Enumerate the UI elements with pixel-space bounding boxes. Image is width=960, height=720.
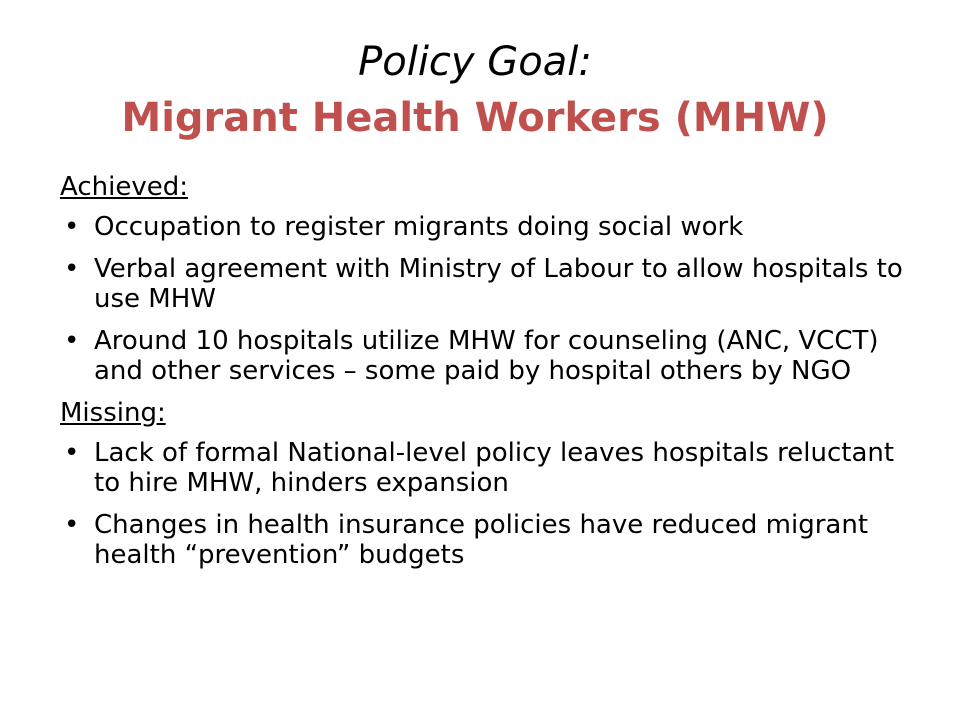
bullet-dot-icon: •: [64, 254, 80, 284]
missing-heading: Missing:: [60, 398, 166, 428]
achieved-heading: Achieved:: [60, 172, 188, 202]
achieved-item-text: Verbal agreement with Ministry of Labour to allow hospitals to use MHW: [94, 254, 903, 314]
achieved-item: [60, 326, 920, 386]
slide-title: [40, 34, 920, 146]
bullet-dot-icon: •: [64, 438, 80, 468]
achieved-list: [60, 212, 920, 386]
achieved-item: [60, 254, 920, 314]
title-line-mhw: Migrant Health Workers (MHW): [121, 95, 829, 141]
missing-item: [60, 510, 920, 570]
missing-list: [60, 438, 920, 570]
achieved-item-text: Occupation to register migrants doing social work: [94, 212, 744, 242]
bullet-dot-icon: •: [64, 212, 80, 242]
achieved-item-text: Around 10 hospitals utilize MHW for counseling (ANC, VCCT) and other services – some paid by hospital others by NGO: [94, 326, 879, 386]
bullet-dot-icon: •: [64, 510, 80, 540]
title-line-policy-goal: Policy Goal:: [358, 39, 592, 85]
bullet-dot-icon: •: [64, 326, 80, 356]
missing-item-text: Lack of formal National-level policy leaves hospitals reluctant to hire MHW, hinders expansion: [94, 438, 895, 498]
missing-item-text: Changes in health insurance policies have reduced migrant health “prevention” budgets: [94, 510, 869, 570]
missing-item: [60, 438, 920, 498]
slide-body: [60, 172, 920, 582]
achieved-item: [60, 212, 920, 242]
